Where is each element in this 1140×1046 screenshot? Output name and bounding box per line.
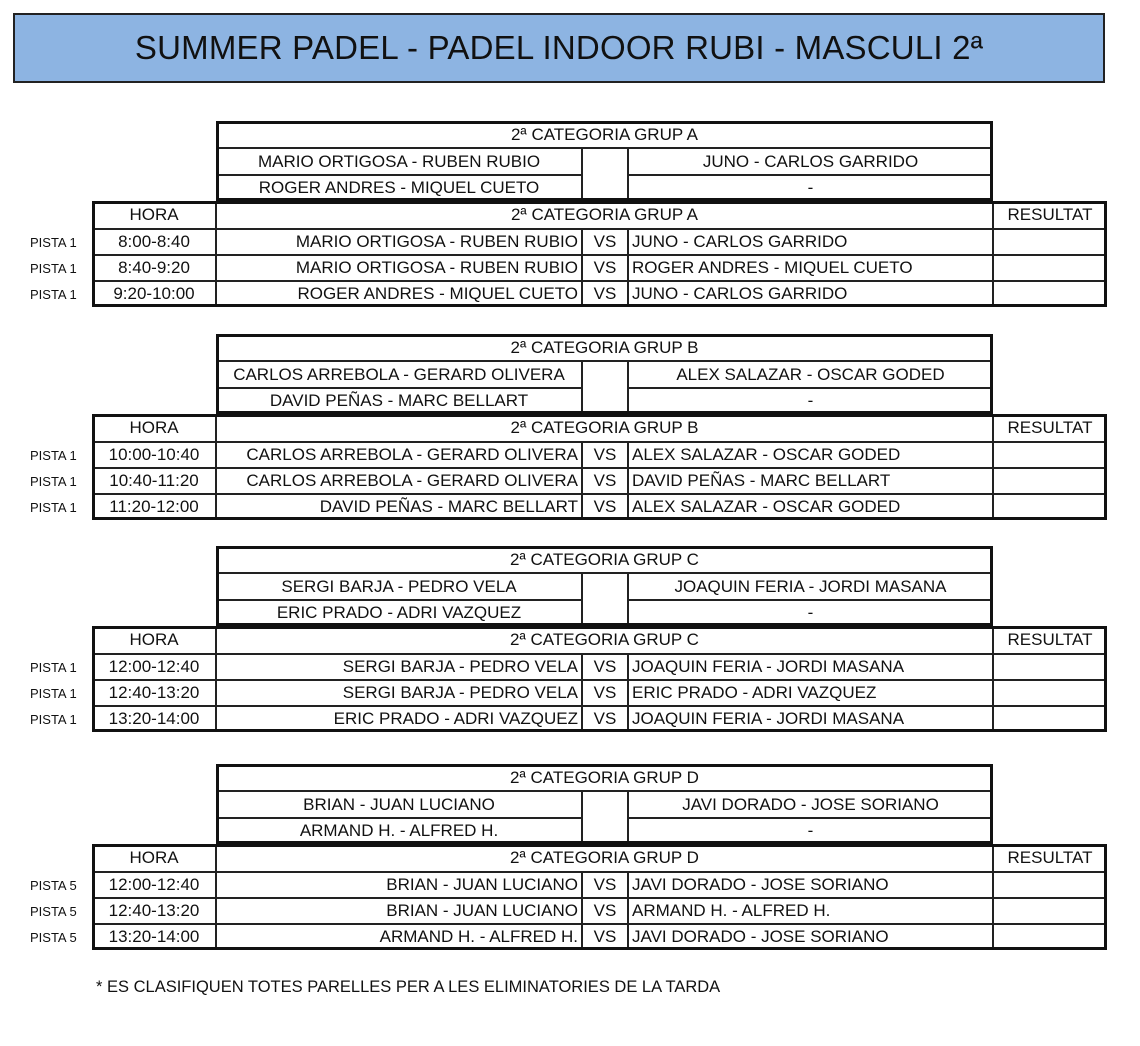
match-away-team: JOAQUIN FERIA - JORDI MASANA <box>628 654 993 680</box>
match-home-team: ERIC PRADO - ADRI VAZQUEZ <box>216 706 582 732</box>
match-away-team: ALEX SALAZAR - OSCAR GODED <box>628 494 993 520</box>
vs-label: VS <box>582 442 628 468</box>
vs-label: VS <box>582 872 628 898</box>
pista-label: PISTA 1 <box>30 659 77 675</box>
group-team: - <box>628 388 993 414</box>
group-title: 2ª CATEGORIA GRUP A <box>216 121 993 148</box>
group-team: - <box>628 175 993 201</box>
match-time: 13:20-14:00 <box>92 924 216 950</box>
match-away-team: JAVI DORADO - JOSE SORIANO <box>628 924 993 950</box>
footnote: * ES CLASIFIQUEN TOTES PARELLES PER A LES ELIMINATORIES DE LA TARDA <box>96 978 721 996</box>
group-block <box>30 764 1110 952</box>
schedule-group-title: 2ª CATEGORIA GRUP A <box>216 201 993 229</box>
hora-header: HORA <box>92 844 216 872</box>
match-result <box>993 255 1107 281</box>
match-away-team: ALEX SALAZAR - OSCAR GODED <box>628 442 993 468</box>
match-away-team: JOAQUIN FERIA - JORDI MASANA <box>628 706 993 732</box>
hora-header: HORA <box>92 201 216 229</box>
match-result <box>993 898 1107 924</box>
match-away-team: DAVID PEÑAS - MARC BELLART <box>628 468 993 494</box>
vs-label: VS <box>582 924 628 950</box>
match-time: 11:20-12:00 <box>92 494 216 520</box>
match-time: 8:40-9:20 <box>92 255 216 281</box>
pista-label: PISTA 5 <box>30 877 77 893</box>
resultat-header: RESULTAT <box>993 626 1107 654</box>
group-team: BRIAN - JUAN LUCIANO <box>216 791 582 818</box>
match-home-team: ROGER ANDRES - MIQUEL CUETO <box>216 281 582 307</box>
match-home-team: MARIO ORTIGOSA - RUBEN RUBIO <box>216 229 582 255</box>
match-away-team: ARMAND H. - ALFRED H. <box>628 898 993 924</box>
match-home-team: MARIO ORTIGOSA - RUBEN RUBIO <box>216 255 582 281</box>
vs-label: VS <box>582 494 628 520</box>
group-title: 2ª CATEGORIA GRUP C <box>216 546 993 573</box>
match-result <box>993 680 1107 706</box>
group-spacer <box>582 361 628 414</box>
group-team: MARIO ORTIGOSA - RUBEN RUBIO <box>216 148 582 175</box>
resultat-header: RESULTAT <box>993 844 1107 872</box>
pista-label: PISTA 1 <box>30 447 77 463</box>
group-block <box>30 121 1110 309</box>
pista-label: PISTA 1 <box>30 234 77 250</box>
match-result <box>993 872 1107 898</box>
group-team: - <box>628 818 993 844</box>
group-spacer <box>582 573 628 626</box>
pista-label: PISTA 1 <box>30 685 77 701</box>
match-away-team: ERIC PRADO - ADRI VAZQUEZ <box>628 680 993 706</box>
group-team: SERGI BARJA - PEDRO VELA <box>216 573 582 600</box>
group-team: - <box>628 600 993 626</box>
pista-label: PISTA 5 <box>30 903 77 919</box>
vs-label: VS <box>582 680 628 706</box>
match-result <box>993 229 1107 255</box>
group-title: 2ª CATEGORIA GRUP D <box>216 764 993 791</box>
schedule-group-title: 2ª CATEGORIA GRUP C <box>216 626 993 654</box>
group-block <box>30 546 1110 734</box>
match-home-team: ARMAND H. - ALFRED H. <box>216 924 582 950</box>
vs-label: VS <box>582 255 628 281</box>
match-result <box>993 924 1107 950</box>
pista-label: PISTA 1 <box>30 499 77 515</box>
match-home-team: CARLOS ARREBOLA - GERARD OLIVERA <box>216 468 582 494</box>
page-title: SUMMER PADEL - PADEL INDOOR RUBI - MASCULI 2ª <box>13 13 1105 83</box>
match-home-team: SERGI BARJA - PEDRO VELA <box>216 680 582 706</box>
group-block <box>30 334 1110 522</box>
pista-label: PISTA 1 <box>30 711 77 727</box>
resultat-header: RESULTAT <box>993 414 1107 442</box>
group-team: ROGER ANDRES - MIQUEL CUETO <box>216 175 582 201</box>
group-title: 2ª CATEGORIA GRUP B <box>216 334 993 361</box>
match-result <box>993 468 1107 494</box>
group-team: ARMAND H. - ALFRED H. <box>216 818 582 844</box>
pista-label: PISTA 1 <box>30 473 77 489</box>
vs-label: VS <box>582 229 628 255</box>
match-home-team: BRIAN - JUAN LUCIANO <box>216 872 582 898</box>
match-time: 12:40-13:20 <box>92 680 216 706</box>
match-home-team: BRIAN - JUAN LUCIANO <box>216 898 582 924</box>
pista-label: PISTA 1 <box>30 286 77 302</box>
vs-label: VS <box>582 654 628 680</box>
match-time: 12:00-12:40 <box>92 654 216 680</box>
match-result <box>993 442 1107 468</box>
group-team: ALEX SALAZAR - OSCAR GODED <box>628 361 993 388</box>
vs-label: VS <box>582 898 628 924</box>
pista-label: PISTA 5 <box>30 929 77 945</box>
match-result <box>993 706 1107 732</box>
group-team: JUNO - CARLOS GARRIDO <box>628 148 993 175</box>
resultat-header: RESULTAT <box>993 201 1107 229</box>
pista-label: PISTA 1 <box>30 260 77 276</box>
vs-label: VS <box>582 706 628 732</box>
schedule-group-title: 2ª CATEGORIA GRUP B <box>216 414 993 442</box>
match-home-team: CARLOS ARREBOLA - GERARD OLIVERA <box>216 442 582 468</box>
match-time: 13:20-14:00 <box>92 706 216 732</box>
match-result <box>993 281 1107 307</box>
match-time: 12:00-12:40 <box>92 872 216 898</box>
match-time: 10:40-11:20 <box>92 468 216 494</box>
match-result <box>993 494 1107 520</box>
hora-header: HORA <box>92 414 216 442</box>
match-home-team: SERGI BARJA - PEDRO VELA <box>216 654 582 680</box>
vs-label: VS <box>582 468 628 494</box>
schedule-group-title: 2ª CATEGORIA GRUP D <box>216 844 993 872</box>
group-spacer <box>582 148 628 201</box>
match-away-team: JUNO - CARLOS GARRIDO <box>628 229 993 255</box>
match-time: 8:00-8:40 <box>92 229 216 255</box>
group-team: JOAQUIN FERIA - JORDI MASANA <box>628 573 993 600</box>
match-time: 10:00-10:40 <box>92 442 216 468</box>
match-away-team: ROGER ANDRES - MIQUEL CUETO <box>628 255 993 281</box>
match-result <box>993 654 1107 680</box>
vs-label: VS <box>582 281 628 307</box>
group-team: CARLOS ARREBOLA - GERARD OLIVERA <box>216 361 582 388</box>
group-team: ERIC PRADO - ADRI VAZQUEZ <box>216 600 582 626</box>
match-away-team: JUNO - CARLOS GARRIDO <box>628 281 993 307</box>
group-team: DAVID PEÑAS - MARC BELLART <box>216 388 582 414</box>
match-away-team: JAVI DORADO - JOSE SORIANO <box>628 872 993 898</box>
group-team: JAVI DORADO - JOSE SORIANO <box>628 791 993 818</box>
hora-header: HORA <box>92 626 216 654</box>
match-time: 12:40-13:20 <box>92 898 216 924</box>
group-spacer <box>582 791 628 844</box>
match-time: 9:20-10:00 <box>92 281 216 307</box>
match-home-team: DAVID PEÑAS - MARC BELLART <box>216 494 582 520</box>
